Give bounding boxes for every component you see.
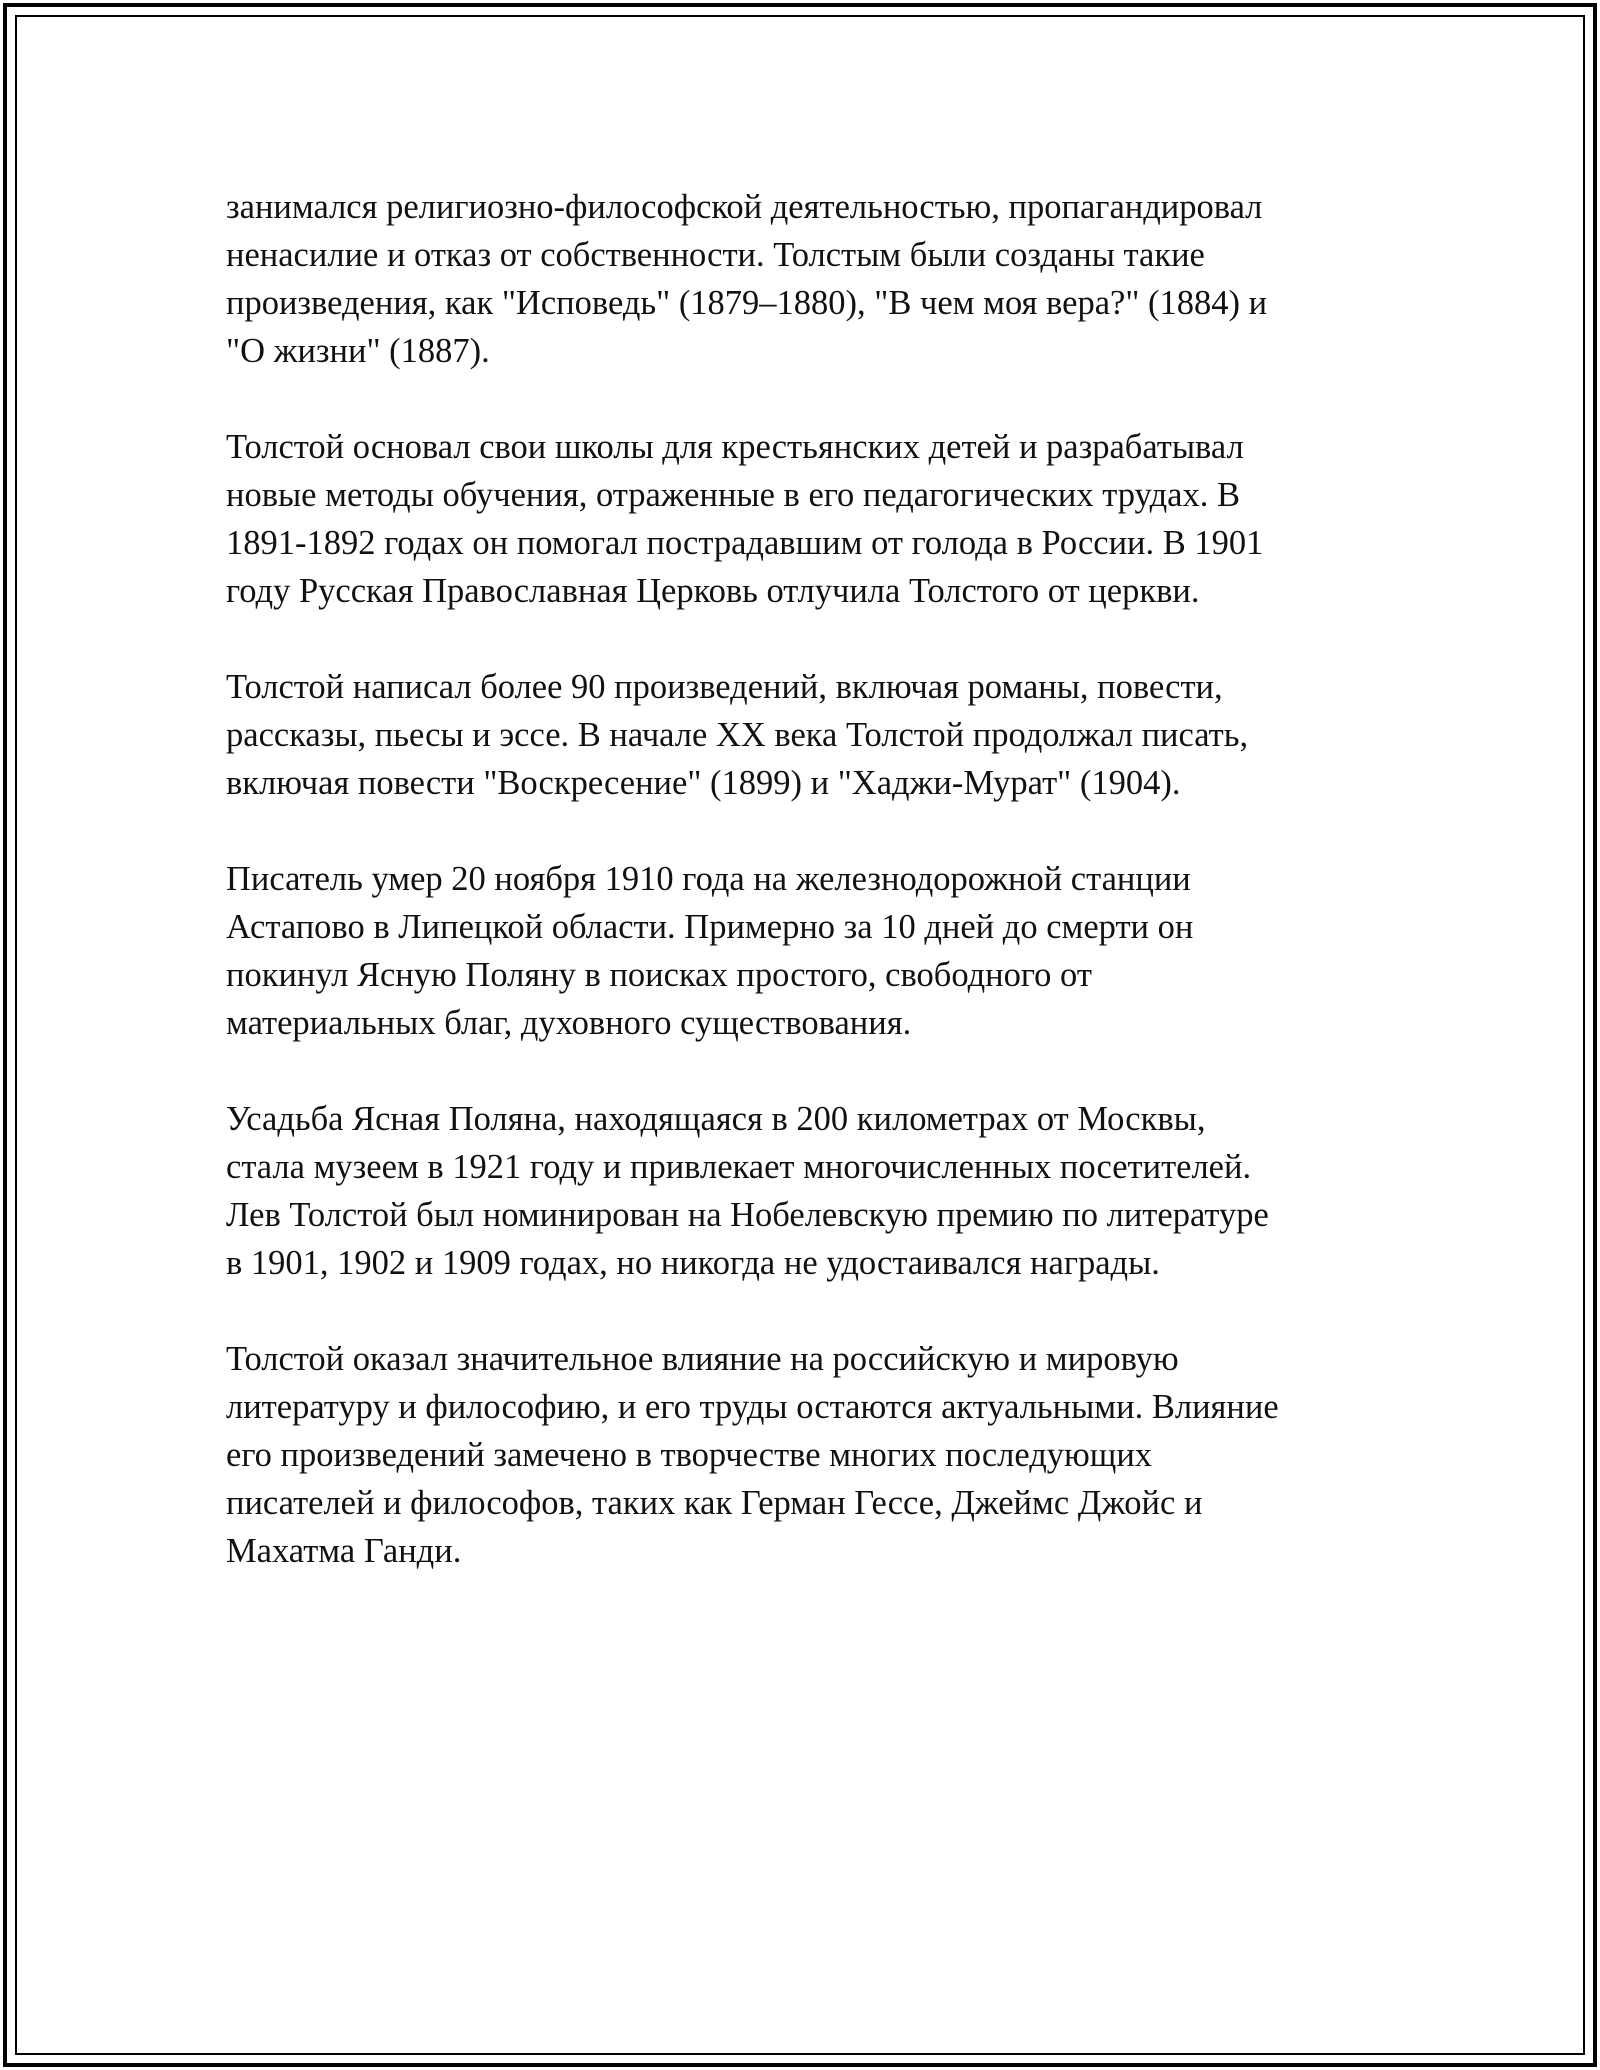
paragraph-death: Писатель умер 20 ноября 1910 года на железнодорожной станции Астапово в Липецкой области. Примерно за 10 дней до смерти он покинул Ясную Поляну в поисках простого, свободного от материальных благ, духовного существования. [226, 860, 1194, 1042]
paragraph-works: Толстой написал более 90 произведений, включая романы, повести, рассказы, пьесы и эссе. В начале XX века Толстой продолжал писать, включая повести "Воскресение" (1899) и "Хаджи-Мурат" (1904). [226, 668, 1249, 802]
paragraph-schools-and-excommunication: Толстой основал свои школы для крестьянских детей и разрабатывал новые методы обучения, отраженные в его педагогических трудах. В 1891-1892 годах он помогал пострадавшим от голода в России. В 1901 году Русская Православная Церковь отлучила Толстого от церкви. [226, 428, 1264, 610]
paragraph-yasnaya-polyana: Усадьба Ясная Поляна, находящаяся в 200 километрах от Москвы, стала музеем в 1921 году и привлекает многочисленных посетителей. Лев Толстой был номинирован на Нобелевскую премию по литературе в 1901, 1902 и 1909 годах, но никогда не удостаивался награды. [226, 1100, 1269, 1282]
paragraph-religious-philosophy: занимался религиозно-философской деятельностью, пропагандировал ненасилие и отказ от собственности. Толстым были созданы такие произведения, как "Исповедь" (1879–1880), "В чем моя вера?" (1884) и "О жизни" (1887). [226, 188, 1268, 370]
paragraph-influence: Толстой оказал значительное влияние на российскую и мировую литературу и философию, и его труды остаются актуальными. Влияние его произведений замечено в творчестве многих последующих писателей и философов, таких как Герман Гессе, Джеймс Джойс и Махатма Ганди. [226, 1340, 1279, 1570]
document-body [226, 183, 1376, 1623]
